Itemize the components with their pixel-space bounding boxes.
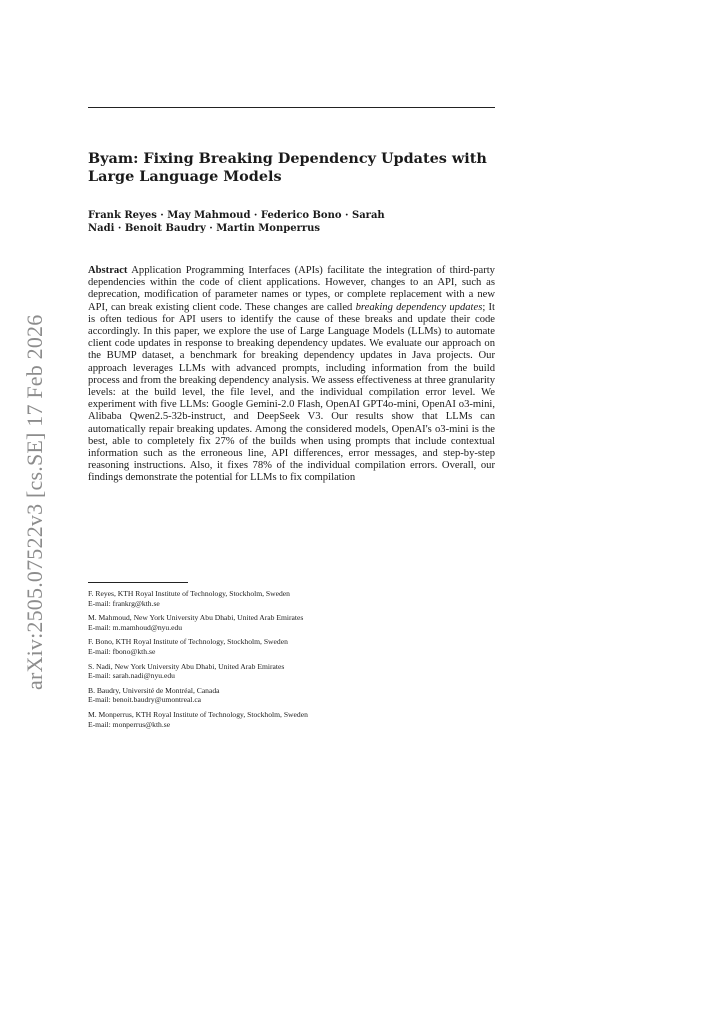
affiliation-email[interactable]: E-mail: fbono@kth.se [88, 646, 156, 656]
affiliation-email[interactable]: E-mail: m.mamhoud@nyu.edu [88, 622, 183, 632]
header-rule [88, 107, 495, 108]
affiliation-entry [88, 637, 495, 656]
affiliation-entry [88, 613, 495, 632]
affiliation-entry [88, 686, 495, 705]
affiliation-line: B. Baudry, Université de Montréal, Canada [88, 685, 220, 695]
affiliation-entry [88, 710, 495, 729]
affiliation-line: M. Monperrus, KTH Royal Institute of Technology, Stockholm, Sweden [88, 709, 308, 719]
affiliation-email[interactable]: E-mail: sarah.nadi@nyu.edu [88, 671, 175, 681]
affiliation-entry [88, 589, 495, 608]
paper-title: Byam: Fixing Breaking Dependency Updates with Large Language Models [88, 150, 487, 185]
affiliation-line: S. Nadi, New York University Abu Dhabi, United Arab Emirates [88, 661, 285, 671]
affiliation-line: M. Mahmoud, New York University Abu Dhabi, United Arab Emirates [88, 613, 304, 623]
abstract-text-part1: Application Programming Interfaces (APIs) facilitate the integration of third-party dependencies within the code of client applications. However, changes to an API, such as deprecation, modification of parameter names or types, or complete replacement with a new API, can break existing client code. These changes are called [88, 265, 495, 313]
author-list: Frank Reyes · May Mahmoud · Federico Bono · Sarah Nadi · Benoit Baudry · Martin Monperrus [88, 210, 385, 235]
affiliation-line: F. Bono, KTH Royal Institute of Technology, Stockholm, Sweden [88, 637, 288, 647]
affiliation-footnotes [88, 589, 495, 734]
abstract-paragraph [88, 265, 495, 485]
arxiv-identifier-stamp[interactable]: arXiv:2505.07522v3 [cs.SE] 17 Feb 2026 [22, 314, 47, 690]
affiliation-entry [88, 662, 495, 681]
abstract-emphasis: breaking dependency updates [355, 301, 483, 313]
abstract-text-part2: ; It is often tedious for API users to identify the cause of these breaks and update their code accordingly. In this paper, we explore the use of Large Language Models (LLMs) to automate client code updates in response to breaking dependency updates. We evaluate our approach on the BUMP dataset, a benchmark for breaking dependency updates in Java projects. Our approach leverages LLMs with advanced prompts, including information from the build process and from the breaking dependency analysis. We assess effectiveness at three granularity levels: at the build level, the file level, and the individual compilation error level. We experiment with five LLMs: Google Gemini-2.0 Flash, OpenAI GPT4o-mini, OpenAI o3-mini, Alibaba Qwen2.5-32b-instruct, and DeepSeek V3. Our results show that LLMs can automatically repair breaking updates. Among the considered models, OpenAI's o3-mini is the best, able to completely fix 27% of the builds when using prompts that include contextual information such as the erroneous line, API differences, error messages, and step-by-step reasoning instructions. Also, it fixes 78% of the individual compilation errors. Overall, our findings demonstrate the potential for LLMs to fix compilation [88, 301, 495, 484]
footnote-rule [88, 582, 188, 583]
affiliation-email[interactable]: E-mail: monperrus@kth.se [88, 719, 171, 729]
affiliation-line: F. Reyes, KTH Royal Institute of Technology, Stockholm, Sweden [88, 589, 290, 598]
affiliation-email[interactable]: E-mail: frankrg@kth.se [88, 598, 160, 608]
affiliation-email[interactable]: E-mail: benoit.baudry@umontreal.ca [88, 695, 202, 705]
abstract-label: Abstract [88, 265, 128, 276]
